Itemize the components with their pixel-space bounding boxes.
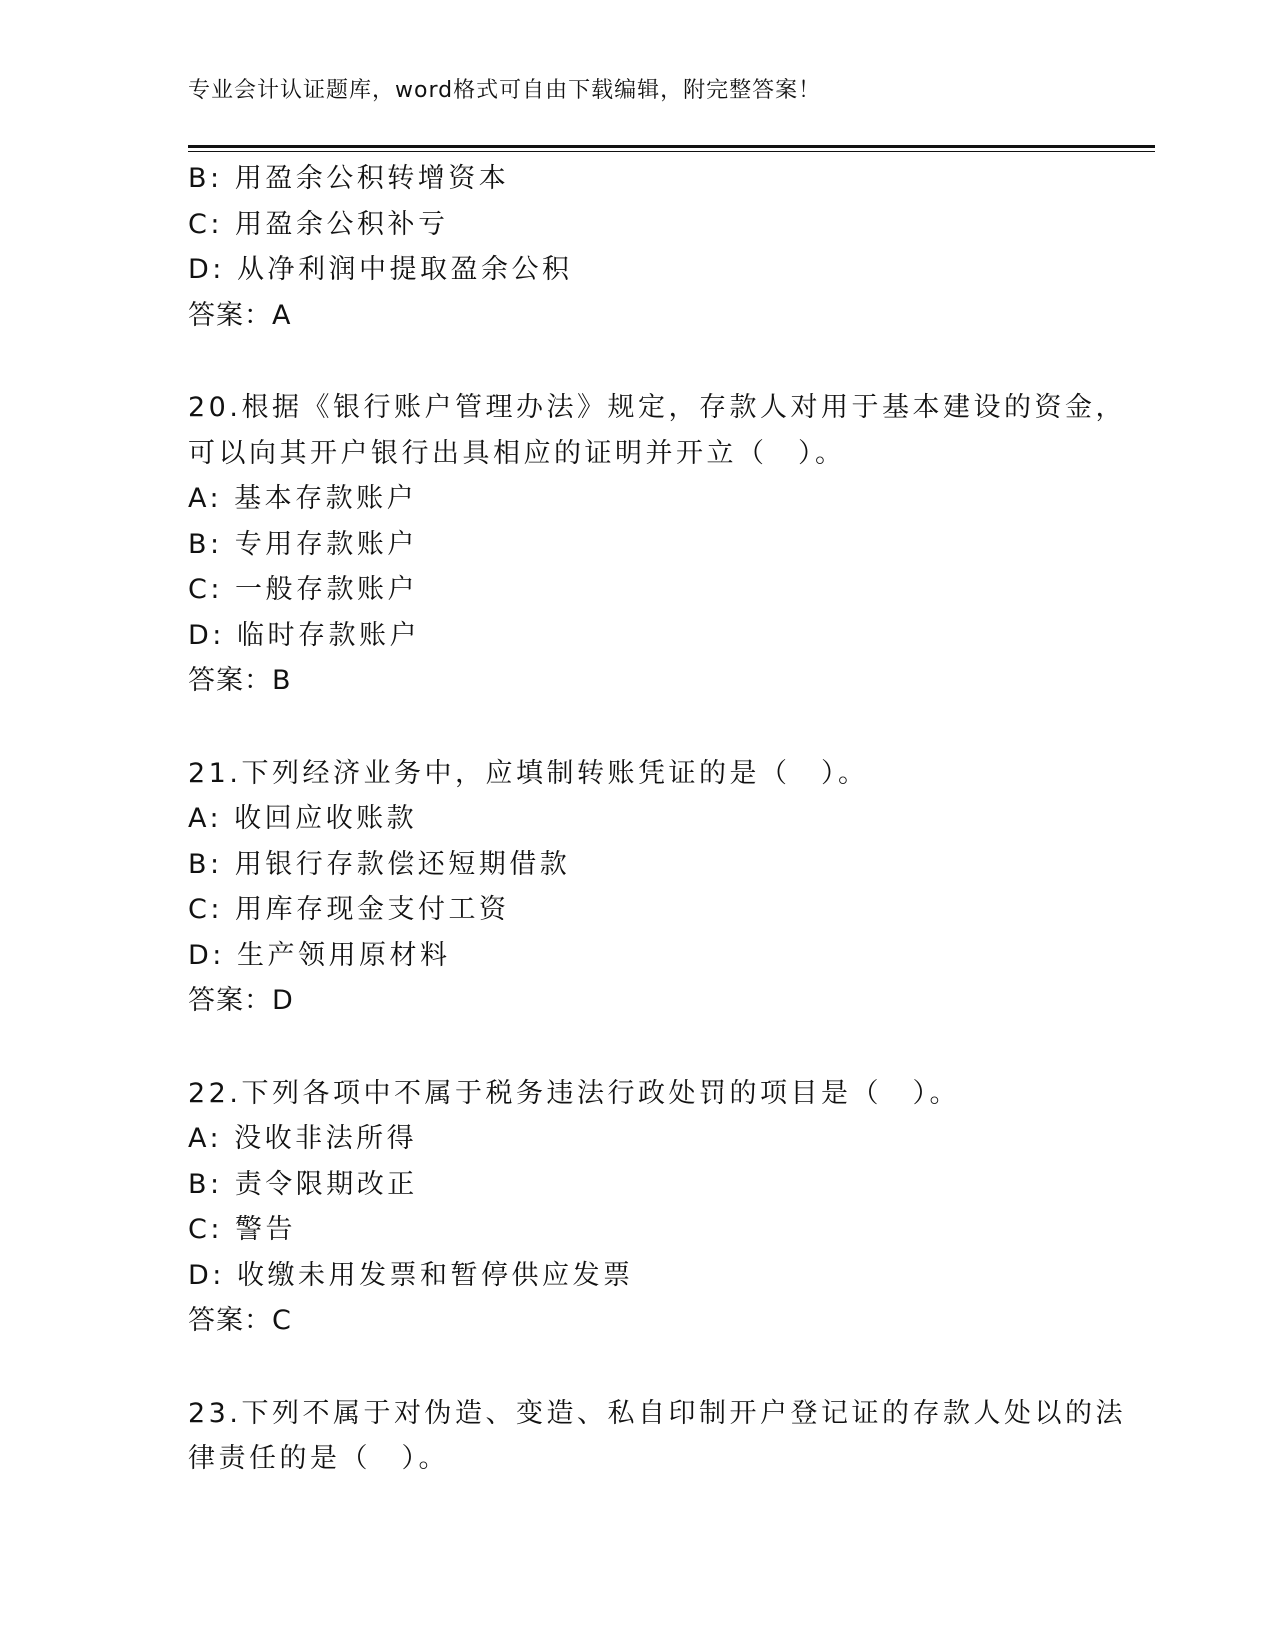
question-22 [188,1071,1155,1344]
question-stem: 律责任的是（ ）。 [188,1443,449,1474]
option-d: D: 生产领用原材料 [188,939,451,971]
option-b: B: 专用存款账户 [188,528,418,560]
option-a: A: 没收非法所得 [188,1123,418,1154]
option-c: C: 用盈余公积补亏 [188,208,449,240]
question-19-tail [188,156,1155,338]
answer-line: 答案：B [188,665,292,696]
question-stem: 22.下列各项中不属于税务违法行政处罚的项目是（ ）。 [188,1077,960,1109]
question-stem: 20.根据《银行账户管理办法》规定，存款人对用于基本建设的资金， [188,392,1126,423]
option-b: B: 责令限期改正 [188,1168,418,1200]
header-rule-thick [188,145,1155,148]
page-header: 专业会计认证题库，word格式可自由下载编辑，附完整答案！ [188,78,822,103]
option-b: B: 用银行存款偿还短期借款 [188,848,571,880]
question-stem: 21.下列经济业务中，应填制转账凭证的是（ ）。 [188,757,869,789]
option-c: C: 用库存现金支付工资 [188,894,510,925]
answer-line: 答案：A [188,299,292,331]
option-d: D: 收缴未用发票和暂停供应发票 [188,1259,634,1291]
question-content [188,156,1155,1482]
option-a: A: 收回应收账款 [188,803,418,834]
option-c: C: 警告 [188,1214,297,1245]
question-23 [188,1391,1155,1482]
option-c: C: 一般存款账户 [188,574,419,605]
option-d: D: 临时存款账户 [188,619,420,651]
answer-line: 答案：D [188,985,294,1016]
header-rule-thin [188,151,1155,152]
question-21 [188,751,1155,1024]
option-a: A: 基本存款账户 [188,483,418,514]
question-stem: 23.下列不属于对伪造、变造、私自印制开户登记证的存款人处以的法 [188,1397,1126,1429]
question-20 [188,385,1155,704]
option-d: D: 从净利润中提取盈余公积 [188,254,573,285]
answer-line: 答案：C [188,1305,292,1336]
option-b: B: 用盈余公积转增资本 [188,163,510,194]
question-stem: 可以向其开户银行出具相应的证明并开立（ ）。 [188,437,846,469]
